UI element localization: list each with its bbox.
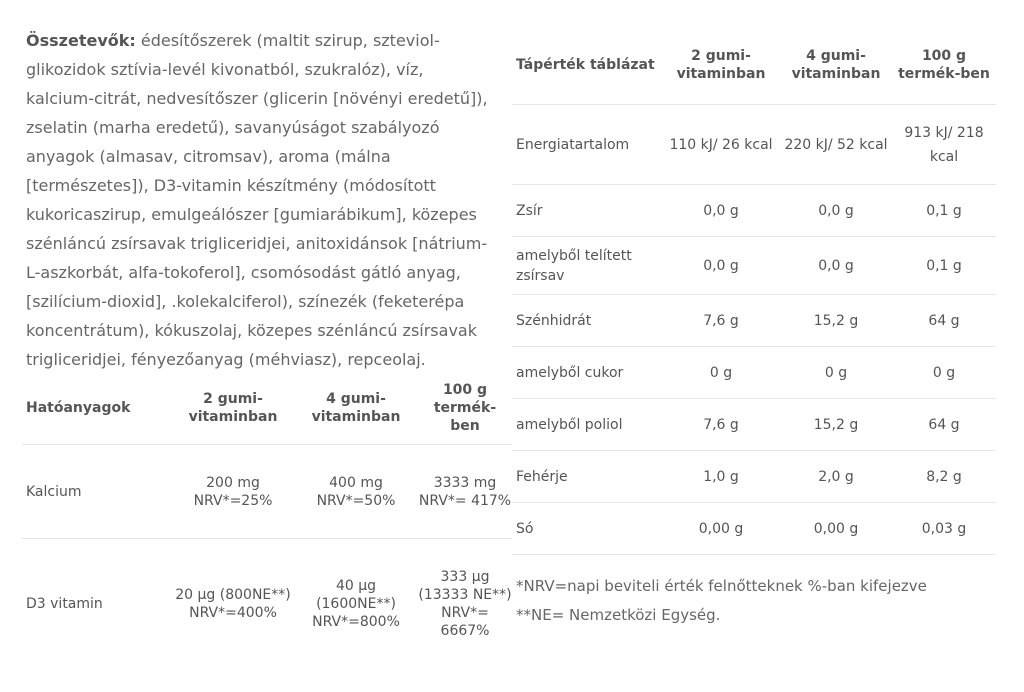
cell-100g: 3333 mg NRV*= 417%	[418, 445, 512, 539]
table-header-row	[512, 26, 996, 105]
cell-4-gummies: 2,0 g	[780, 451, 892, 503]
header-2-gummies: 2 gumi-vitaminban	[188, 391, 278, 425]
cell-100g: 0,03 g	[892, 503, 996, 555]
cell-4-gummies: 15,2 g	[780, 295, 892, 347]
table-row	[512, 503, 996, 555]
cell-100g: 64 g	[892, 295, 996, 347]
header-2-gummies: 2 gumi-vitaminban	[676, 48, 766, 82]
cell-2-gummies: 20 µg (800NE**) NRV*=400%	[172, 539, 294, 669]
row-label: Kalcium	[22, 445, 172, 539]
footnotes	[516, 572, 927, 630]
cell-4-gummies: 400 mg NRV*=50%	[294, 445, 418, 539]
table-row	[512, 185, 996, 237]
footnote-nrv: *NRV=napi beviteli érték felnőtteknek %-ban kifejezve	[516, 577, 927, 595]
table-row	[512, 347, 996, 399]
ingredients-paragraph	[26, 26, 496, 374]
table-row	[22, 445, 512, 539]
row-label: Szénhidrát	[512, 295, 662, 347]
table-row	[512, 451, 996, 503]
ingredients-label: Összetevők:	[26, 31, 136, 50]
cell-4-gummies: 0,0 g	[780, 185, 892, 237]
cell-2-gummies: 200 mg NRV*=25%	[172, 445, 294, 539]
ingredients-text: édesítőszerek (maltit szirup, szteviol-glikozidok sztívia-levél kivonatból, szukralóz), víz, kalcium-citrát, nedvesítőszer (glicerin [növényi eredetű]), zselatin (marha eredetű), savanyúságot szabályozó anyagok (almasav, citromsav), aroma (málna [természetes]), D3-vitamin készítmény (módosított kukoricaszirup, emulgeálószer [gumiarábikum], közepes szénláncú zsírsavak trigliceridjei, anitoxidánsok [nátrium-L-aszkorbát, alfa-tokoferol], csomósodást gátló anyag, [szilícium-dioxid], .kolekalciferol), színezék (feketerépa koncentrátum), kókuszolaj, közepes szénláncú zsírsavak trigliceridjei, fényezőanyag (méhviasz), repceolaj.	[26, 31, 488, 369]
row-label: amelyből cukor	[512, 347, 662, 399]
cell-100g: 64 g	[892, 399, 996, 451]
table-header-row	[22, 372, 512, 445]
cell-2-gummies: 0 g	[662, 347, 780, 399]
cell-2-gummies: 110 kJ/ 26 kcal	[662, 105, 780, 185]
cell-4-gummies: 0 g	[780, 347, 892, 399]
cell-4-gummies: 0,00 g	[780, 503, 892, 555]
cell-4-gummies: 15,2 g	[780, 399, 892, 451]
table-row	[512, 295, 996, 347]
cell-2-gummies: 0,0 g	[662, 185, 780, 237]
header-nutrition: Tápérték táblázat	[516, 57, 655, 73]
active-ingredients-table	[22, 372, 512, 669]
cell-4-gummies: 40 µg (1600NE**) NRV*=800%	[294, 539, 418, 669]
cell-100g: 0 g	[892, 347, 996, 399]
cell-2-gummies: 0,0 g	[662, 237, 780, 295]
cell-100g: 913 kJ/ 218 kcal	[892, 105, 996, 185]
cell-100g: 0,1 g	[892, 185, 996, 237]
cell-4-gummies: 220 kJ/ 52 kcal	[780, 105, 892, 185]
cell-100g: 0,1 g	[892, 237, 996, 295]
header-100g: 100 g termék-ben	[433, 382, 497, 434]
row-label: amelyből poliol	[512, 399, 662, 451]
table-row	[22, 539, 512, 669]
cell-2-gummies: 7,6 g	[662, 295, 780, 347]
cell-100g: 333 µg (13333 NE**) NRV*= 6667%	[418, 539, 512, 669]
nutrition-table	[512, 26, 996, 555]
cell-4-gummies: 0,0 g	[780, 237, 892, 295]
table-row	[512, 105, 996, 185]
row-label: D3 vitamin	[22, 539, 172, 669]
header-100g: 100 g termék-ben	[898, 48, 990, 82]
row-label: Zsír	[512, 185, 662, 237]
row-label: Só	[512, 503, 662, 555]
cell-100g: 8,2 g	[892, 451, 996, 503]
cell-2-gummies: 1,0 g	[662, 451, 780, 503]
header-active-ingredients: Hatóanyagok	[26, 400, 131, 416]
table-row	[512, 399, 996, 451]
table-row	[512, 237, 996, 295]
row-label: Energiatartalom	[512, 105, 662, 185]
header-4-gummies: 4 gumi-vitaminban	[311, 391, 401, 425]
header-4-gummies: 4 gumi-vitaminban	[791, 48, 881, 82]
cell-2-gummies: 7,6 g	[662, 399, 780, 451]
footnote-ne: **NE= Nemzetközi Egység.	[516, 606, 721, 624]
row-label: amelyből telített zsírsav	[512, 237, 662, 295]
cell-2-gummies: 0,00 g	[662, 503, 780, 555]
row-label: Fehérje	[512, 451, 662, 503]
